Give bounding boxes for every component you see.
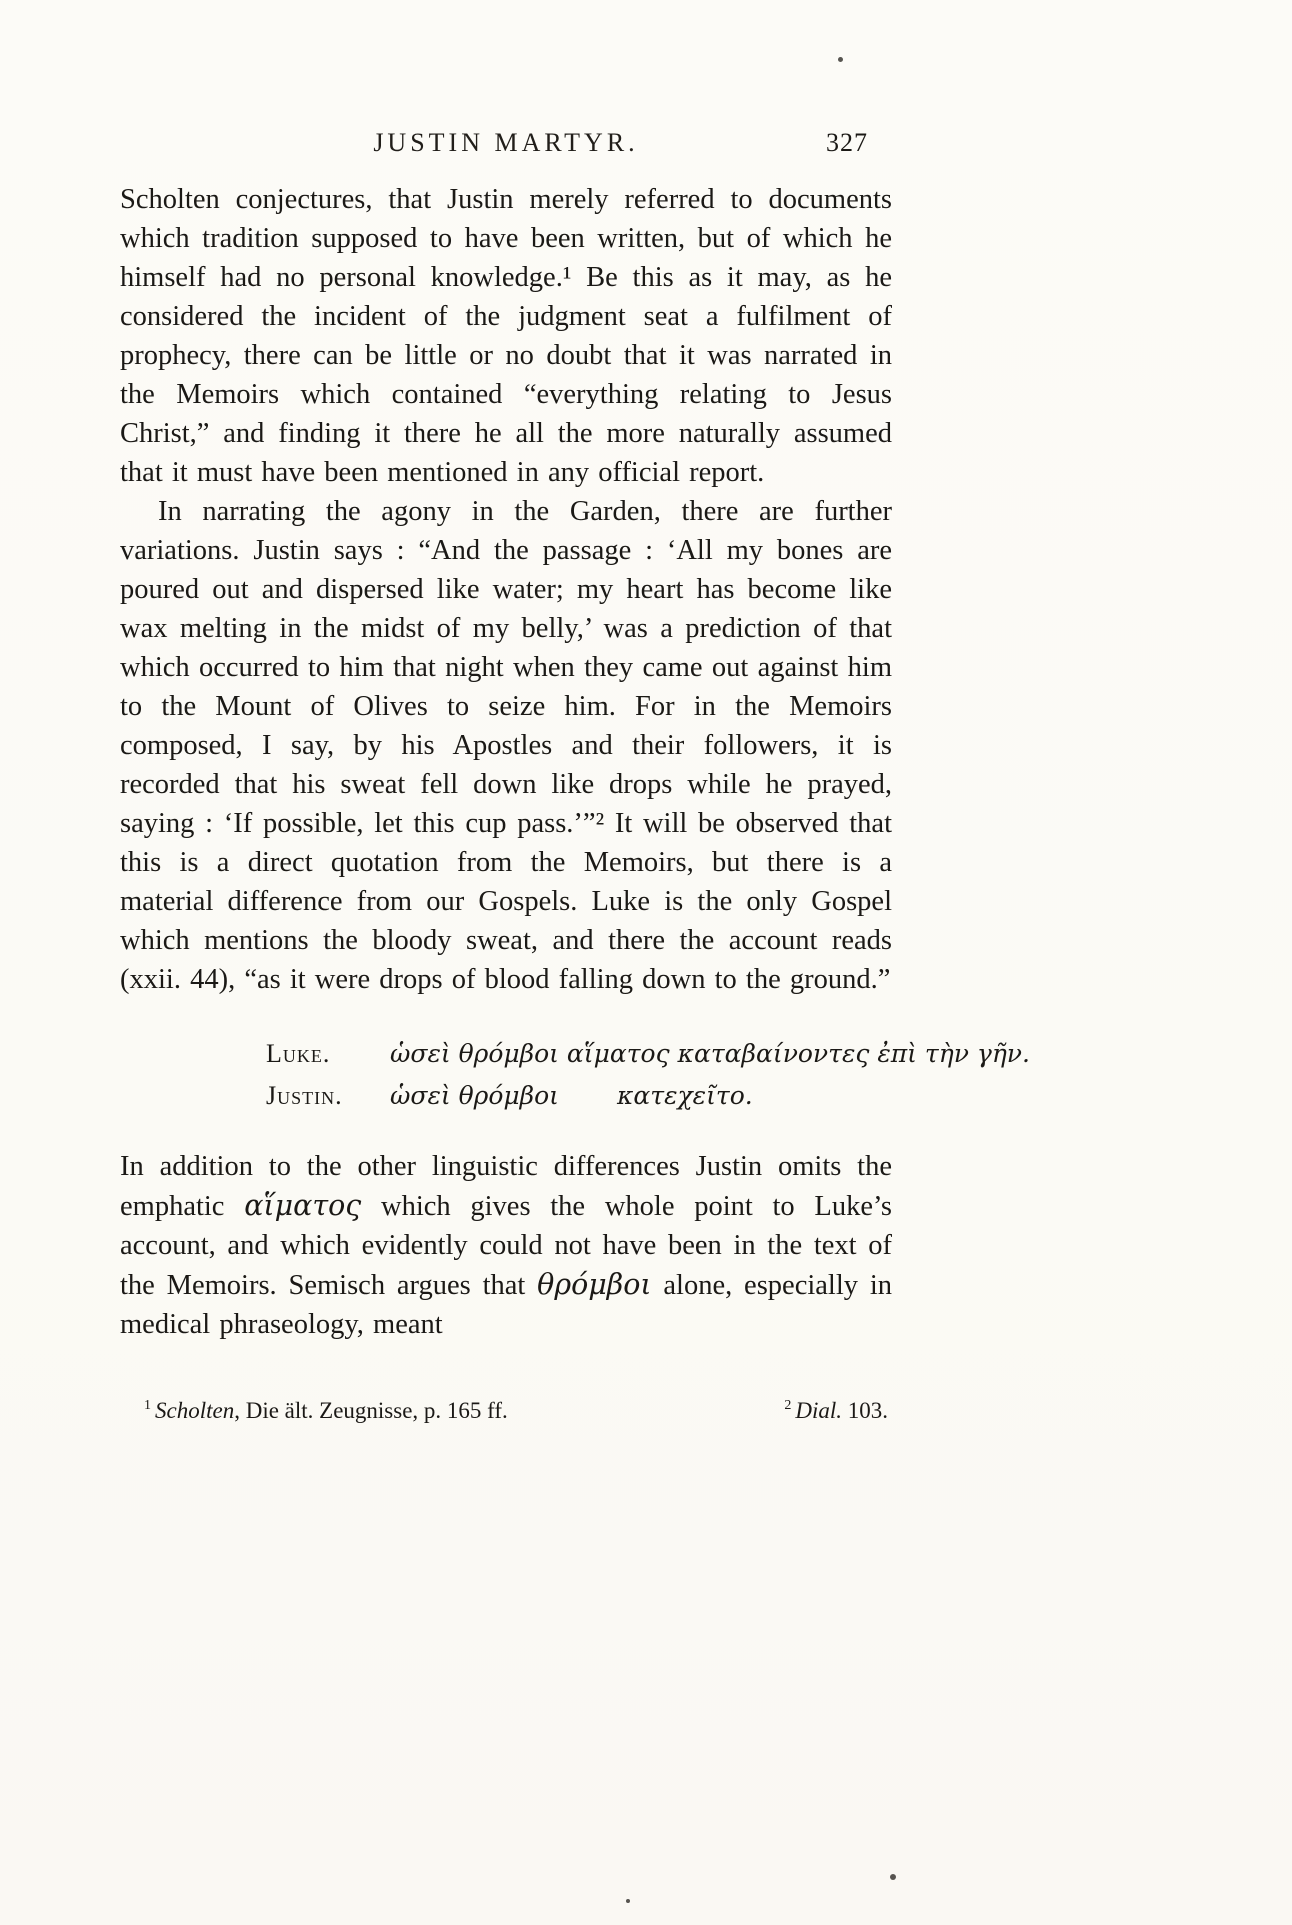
scan-speck <box>626 1899 630 1903</box>
footnote-reference-text: , Die ält. Zeugnisse, p. 165 ff. <box>234 1398 508 1423</box>
luke-greek-text: ὡσεὶ θρόμβοι αἵματος καταβαίνοντες ἐπὶ τὴν γῆν. <box>390 1039 1030 1068</box>
greek-word-haimatos: αἵματος <box>244 1189 362 1222</box>
paragraph-segment: alone, especially in medical phraseology, meant <box>120 1270 892 1340</box>
page-number: 327 <box>826 128 868 157</box>
paragraph-segment: which gives the whole point to Luke’s account, and which evidently could not have been in the text of the Memoirs. Semisch argues that <box>120 1191 892 1301</box>
paragraph-scholten-conjectures: Scholten conjectures, that Justin merely referred to documents which tradition supposed to have been written, but of which he himself had no personal knowledge.¹ Be this as it may, as he considered the incident of the judgment seat a fulfilment of prophecy, there can be little or no doubt that it was narrated in the Memoirs which contained “everything relating to Jesus Christ,” and finding it there he all the more naturally assumed that it must have been mentioned in any official report. <box>120 184 892 488</box>
text-block <box>120 180 1030 1424</box>
justin-greek-text-start: ὡσεὶ θρόμβοι <box>390 1081 559 1110</box>
paragraph-agony-in-garden: In narrating the agony in the Garden, there are further variations. Justin says : “And the passage : ‘All my bones are poured out and dispersed like water; my heart has become like wax melting in the midst of my belly,’ was a prediction of that which occurred to him that night when they came out against him to the Mount of Olives to seize him. For in the Memoirs composed, I say, by his Apostles and their followers, it is recorded that his sweat fell down like drops while he prayed, saying : ‘If possible, let this cup pass.’”² It will be observed that this is a direct quotation from the Memoirs, but there is a material difference from our Gospels. Luke is the only Gospel which mentions the bloody sweat, and there the account reads (xxii. 44), “as it were drops of blood falling down to the ground.” <box>120 496 892 995</box>
scan-speck <box>890 1874 896 1880</box>
greek-word-thromboi: θρόμβοι <box>537 1268 652 1301</box>
footnote-reference-text: 103. <box>842 1398 888 1423</box>
scan-speck <box>838 57 843 62</box>
paragraph-linguistic-differences <box>120 1147 892 1344</box>
running-header <box>120 128 892 168</box>
footnote-author: Scholten <box>155 1398 235 1423</box>
luke-label: Luke. <box>266 1039 331 1068</box>
justin-greek-text-end: κατεχεῖτο. <box>616 1081 753 1110</box>
greek-comparison-block <box>266 1033 1030 1117</box>
footnotes <box>120 1398 892 1424</box>
footnote-marker-1: 1 <box>144 1398 151 1414</box>
luke-quotation-line <box>266 1033 1030 1075</box>
page-title: JUSTIN MARTYR. <box>373 128 639 157</box>
footnote-dial <box>784 1398 888 1424</box>
footnote-scholten <box>144 1398 508 1424</box>
justin-quotation-line <box>266 1075 892 1117</box>
footnote-marker-2: 2 <box>784 1398 792 1414</box>
footnote-work-title: Dial. <box>795 1398 842 1423</box>
justin-label: Justin. <box>266 1081 343 1110</box>
paragraph-segment: In addition to the other linguistic differences Justin omits the emphatic <box>120 1151 892 1222</box>
